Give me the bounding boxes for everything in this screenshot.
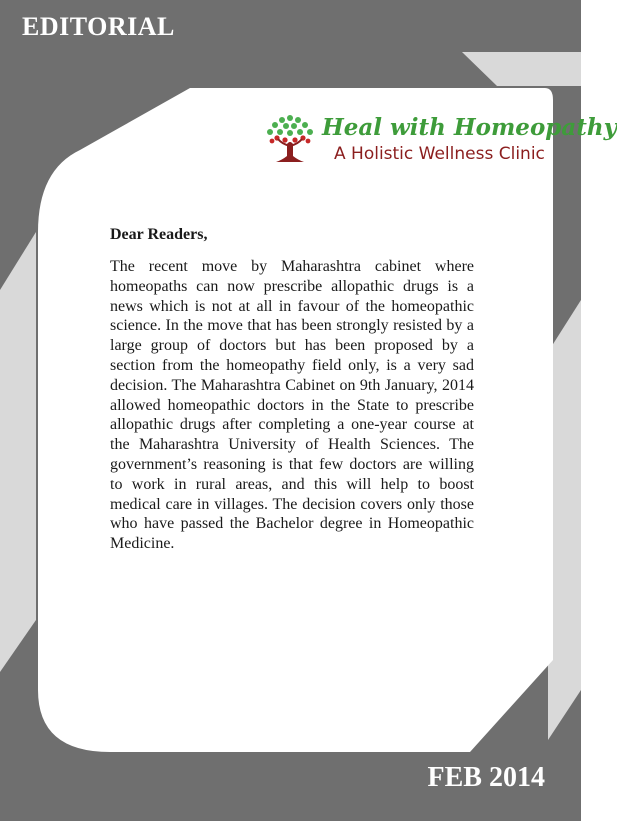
issue-date: FEB 2014 [427, 762, 545, 793]
letter-body: The recent move by Maharashtra cabinet where homeopaths can now prescribe allopathic drugs is a news which is not at all in favour of the homeopathic science. In the move that has been strongly resisted by a large group of doctors but has been proposed by a section from the homeopathy field only, is a very sad decision. The Maharashtra Cabinet on 9th January, 2014 allowed homeopathic doctors in the State to prescribe allopathic drugs after completing a one-year course at the Maharashtra University of Health Sciences. The government’s reasoning is that few doctors are willing to work in rural areas, and this will help to boost medical care in villages. The decision covers only those who have passed the Bachelor degree in Homeopathic Medicine. [110, 258, 474, 553]
letter-salutation: Dear Readers, [110, 226, 208, 243]
logo-clinic-name: Heal with Homeopathy [322, 114, 617, 141]
tree-of-hands-icon [260, 110, 320, 170]
logo-tagline: A Holistic Wellness Clinic [334, 144, 545, 164]
clinic-logo [260, 110, 617, 170]
editorial-heading: EDITORIAL [22, 12, 175, 41]
accent-stripe-left [0, 232, 36, 672]
